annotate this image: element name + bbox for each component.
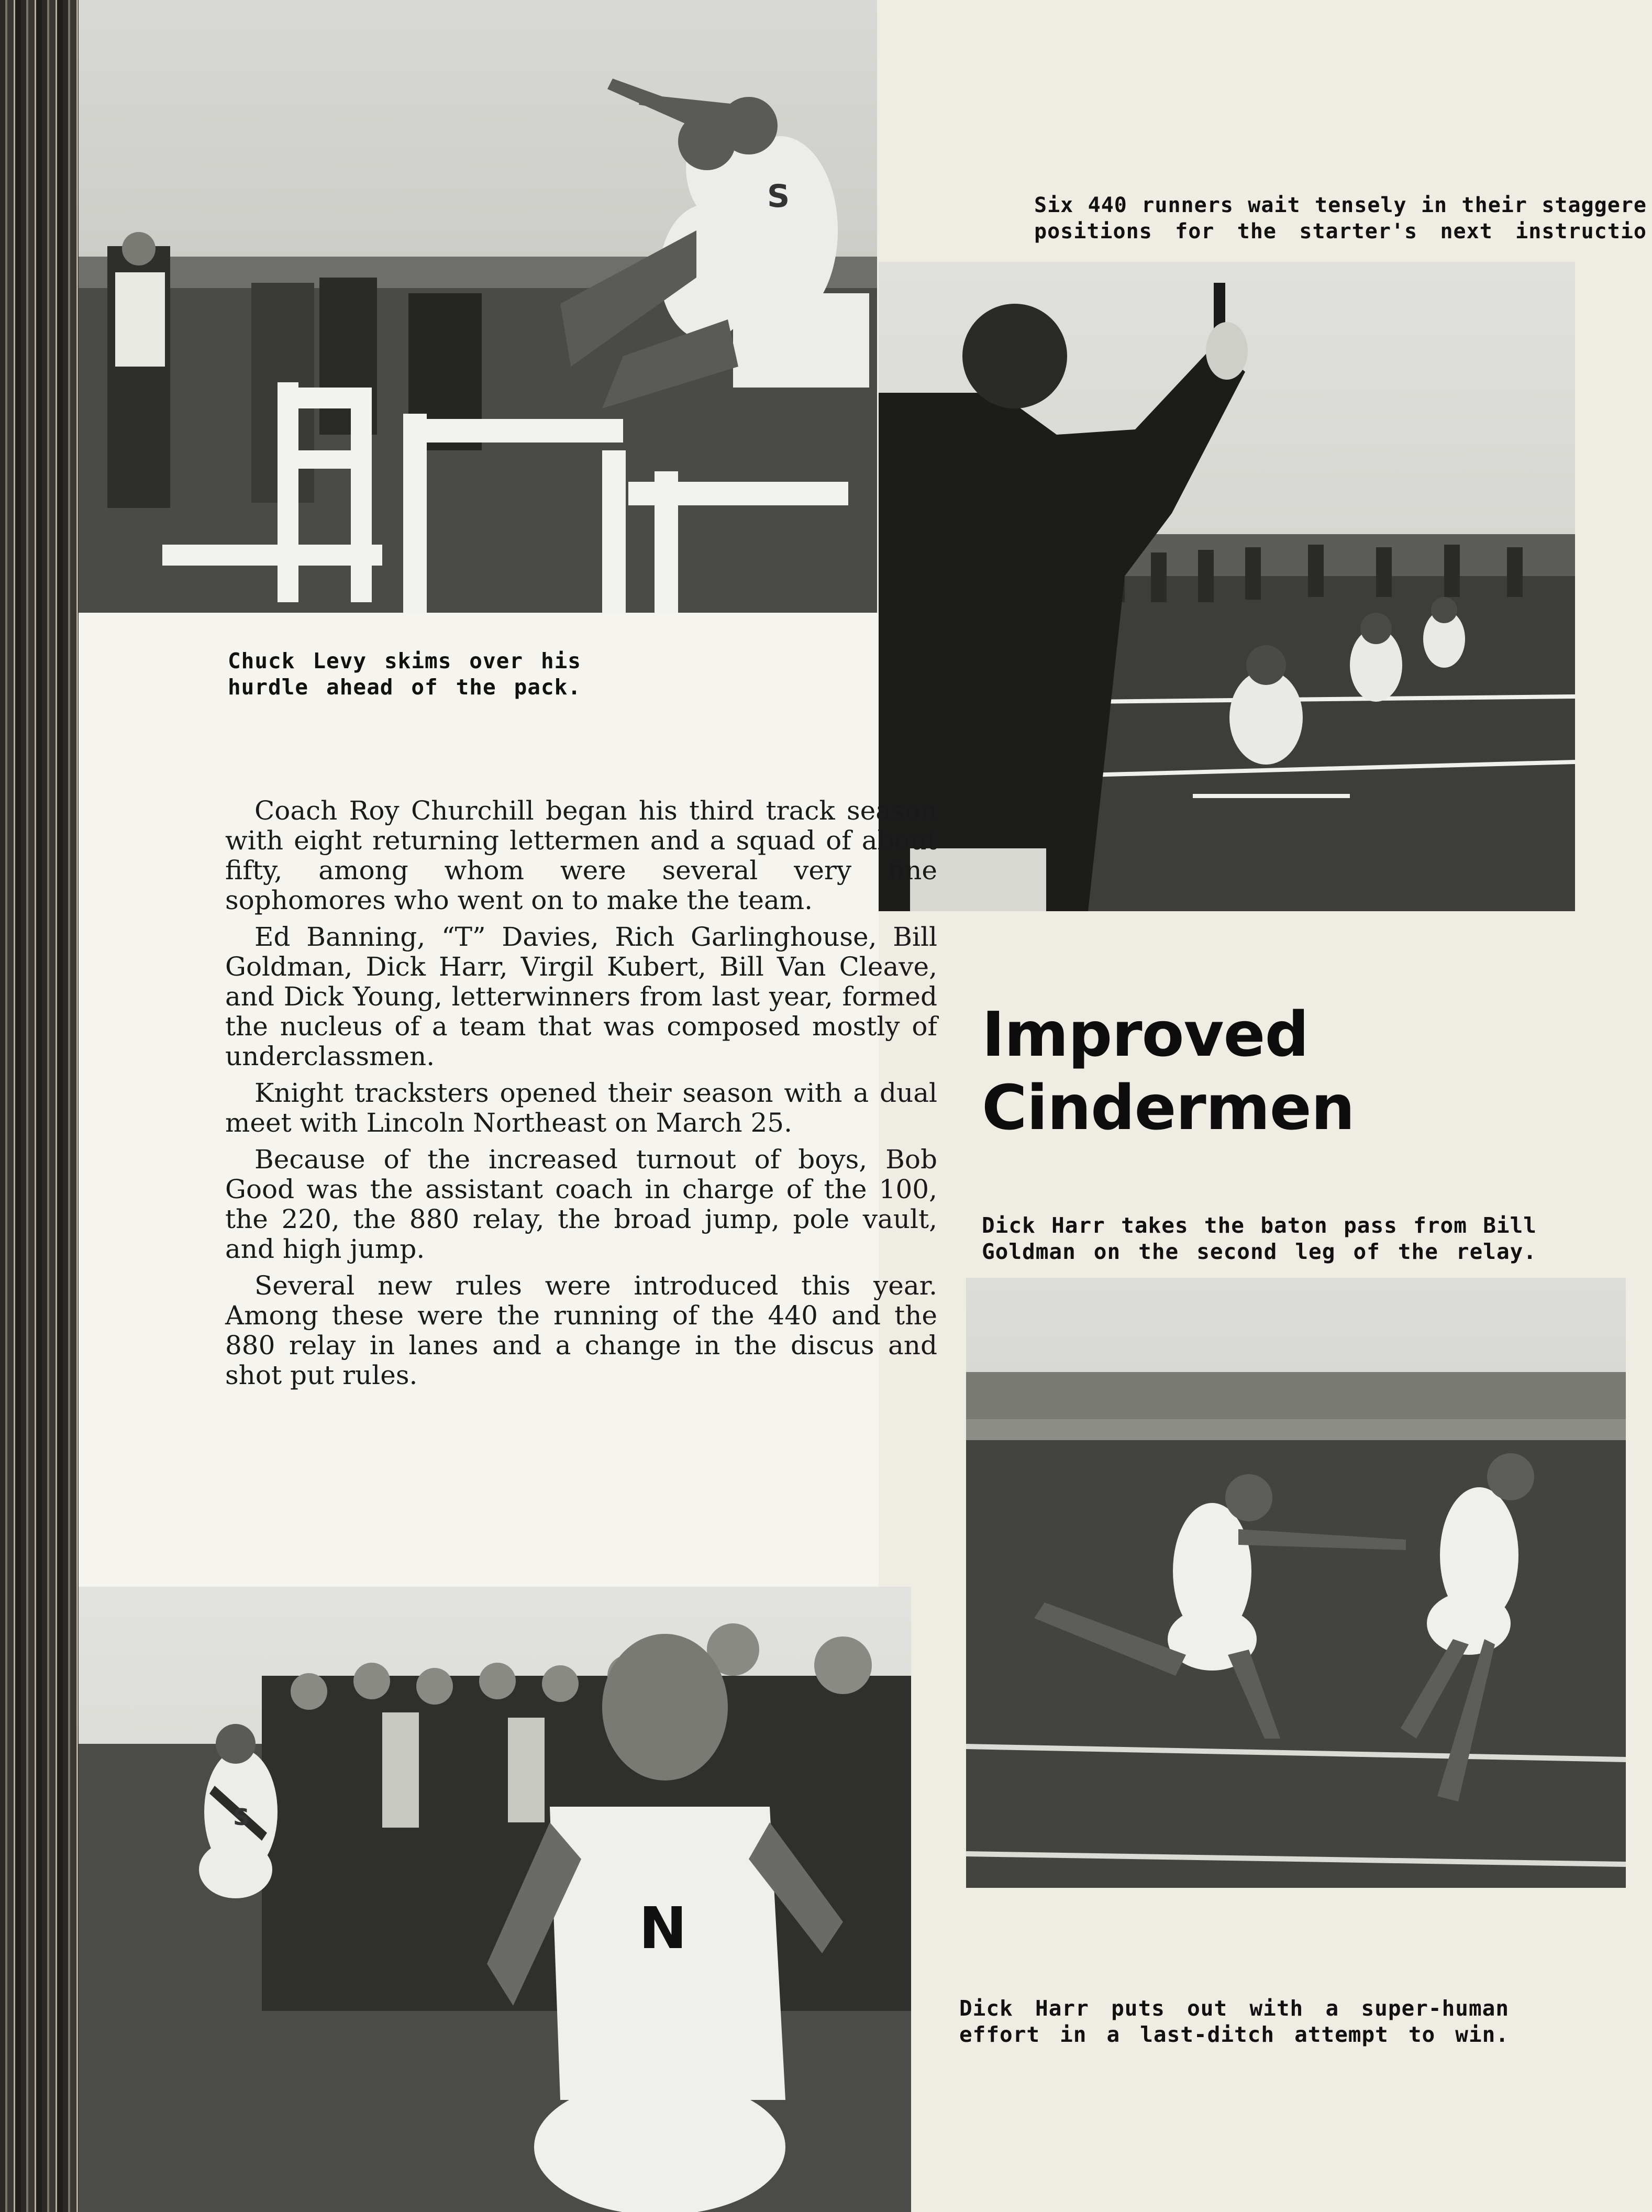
body-paragraph: Ed Banning, “T” Davies, Rich Garlinghouse, Bill Goldman, Dick Harr, Virgil Kubert, Bill Van Cleave, and Dick Young, letterwinners from last year, formed the nucleus of a team that was composed mostly of underclassmen. [225, 922, 937, 1071]
page-headline: Improved Cindermen [982, 998, 1355, 1144]
caption-hurdle: Chuck Levy skims over his hurdle ahead of the pack. [228, 648, 581, 700]
body-paragraph: Several new rules were introduced this year. Among these were the running of the 440 and the 880 relay in lanes and a change in the discus and shot put rules. [225, 1270, 937, 1390]
caption-finish: Dick Harr puts out with a super-human effort in a last-ditch attempt to win. [959, 1996, 1509, 2047]
photo-finish [79, 1587, 911, 2212]
finish-front-jersey-letter: N [639, 1895, 688, 1962]
caption-starter: Six 440 runners wait tensely in their staggere positions for the starter's next instructio [1034, 193, 1647, 244]
article-body [225, 796, 937, 1397]
yearbook-page [79, 0, 1652, 2212]
body-paragraph: Coach Roy Churchill began his third track season with eight returning lettermen and a squad of about fifty, among whom were several very fine sophomores who went on to make the team. [225, 795, 937, 915]
photo-hurdle [79, 0, 877, 613]
photo-relay [966, 1278, 1626, 1888]
finish-rear-jersey-letter: S [233, 1804, 250, 1831]
caption-relay: Dick Harr takes the baton pass from Bill Goldman on the second leg of the relay. [982, 1213, 1537, 1264]
hurdle-jersey-letter: S [767, 178, 790, 215]
body-paragraph: Knight tracksters opened their season with a dual meet with Lincoln Northeast on March 25. [225, 1078, 937, 1138]
photo-starter [879, 262, 1575, 911]
body-paragraph: Because of the increased turnout of boys, Bob Good was the assistant coach in charge of the 100, the 220, the 880 relay, the broad jump, pole vault, and high jump. [225, 1144, 937, 1264]
book-binding [0, 0, 79, 2212]
